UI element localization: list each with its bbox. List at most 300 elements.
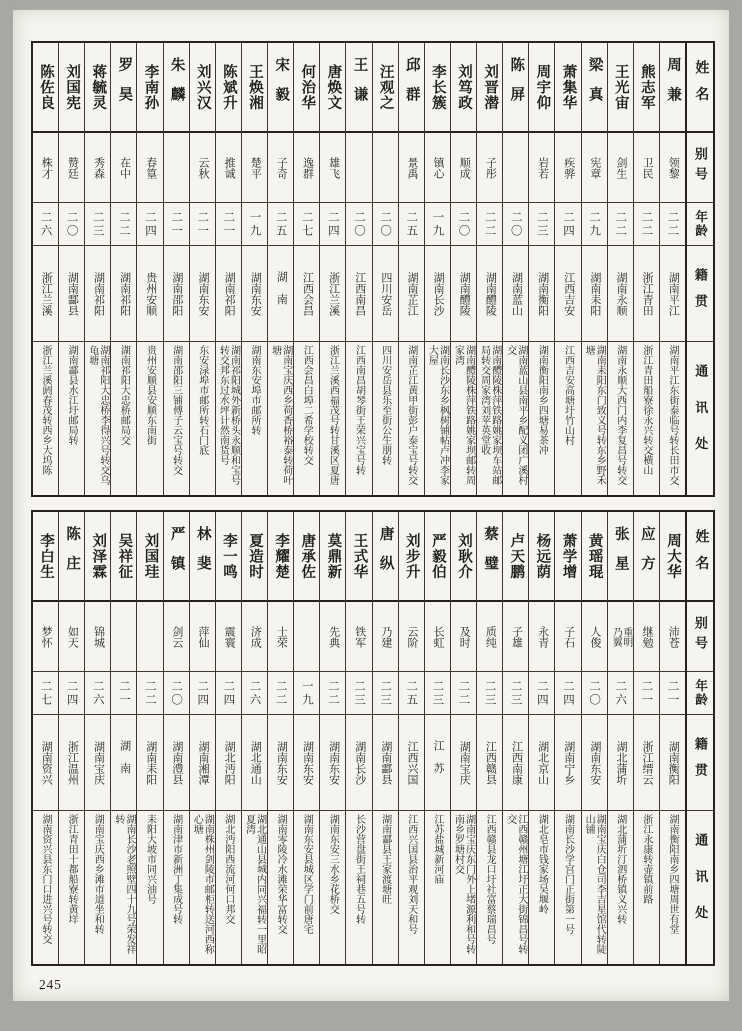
directory-entry-column	[84, 512, 110, 964]
table-header-column	[685, 43, 713, 495]
entry-name: 王光宙	[612, 63, 629, 111]
entry-address: 浙江兰溪阏春茂转西乡大坞陈	[40, 345, 52, 475]
entry-alias: 人俊	[588, 625, 601, 648]
entry-name: 萧集华	[560, 63, 577, 111]
entry-address: 浙江青田十都船寮转黄垟	[66, 814, 78, 924]
roster-table-lower	[31, 510, 715, 966]
entry-age: 二五	[405, 210, 418, 238]
entry-alias: 宪章	[588, 156, 601, 179]
entry-age: 二四	[326, 210, 339, 238]
entry-age: 二〇	[509, 210, 522, 238]
entry-native: 湖南资兴	[40, 740, 53, 785]
scan-edge	[13, 7, 729, 10]
entry-native: 湖南东安	[196, 271, 209, 316]
entry-age: 二三	[91, 210, 104, 238]
header-address: 通讯处	[693, 832, 709, 943]
entry-age: 二七	[39, 679, 52, 707]
entry-native: 江西会昌	[301, 271, 314, 316]
entry-age: 二一	[117, 679, 130, 707]
entry-alias: 乃建	[379, 625, 392, 648]
entry-address: 湖南宝庆西乡荷香桥裕泰转荷叶塘	[269, 345, 292, 485]
entry-native: 湖南祁阳	[223, 271, 236, 316]
entry-age: 二三	[483, 679, 496, 707]
directory-entry-column	[293, 512, 319, 964]
entry-native: 浙江青田	[641, 271, 654, 316]
entry-name: 陈佐良	[38, 63, 55, 111]
directory-entry-column	[163, 512, 189, 964]
directory-entry-column	[267, 512, 293, 964]
entry-address: 浙江永康转壶镇前路	[640, 814, 652, 904]
entry-address: 湖南邵阳三铺傅子云宝号转交	[170, 345, 182, 475]
entry-name: 唐焕文	[325, 63, 342, 111]
entry-age: 二〇	[170, 679, 183, 707]
entry-native: 湖南耒阳	[144, 740, 157, 785]
directory-entry-column	[424, 43, 450, 495]
directory-entry-column	[84, 43, 110, 495]
directory-entry-column	[633, 512, 659, 964]
entry-alias: 在中	[118, 156, 131, 179]
entry-age: 二一	[640, 679, 653, 707]
entry-native: 湖南衡阳	[667, 740, 680, 785]
entry-native: 湖南酃县	[66, 271, 79, 316]
entry-age: 二二	[640, 210, 653, 238]
entry-name: 卢天鹏	[508, 532, 525, 580]
entry-name: 唐纵	[377, 526, 394, 586]
entry-alias: 及时	[458, 625, 471, 648]
entry-native: 湖北蒲圻	[614, 740, 627, 785]
directory-entry-column	[528, 43, 554, 495]
entry-name: 杨远荫	[534, 532, 551, 580]
entry-native: 湖南蓝山	[510, 271, 523, 316]
header-age: 年龄	[693, 679, 708, 707]
entry-address: 湖南祁阳城外新桥头永顺和宝号转交邦东过水坪计然南货号	[217, 345, 240, 485]
entry-name: 李长簇	[429, 63, 446, 111]
directory-entry-column	[110, 43, 136, 495]
entry-alias: 子雄	[510, 625, 523, 648]
entry-address: 湖南芷江黄甲街彭户泰宝号转交	[405, 345, 417, 485]
entry-age: 二三	[352, 679, 365, 707]
entry-address: 湖南长沙东乡枫树铺帖卢冲李家大屋	[426, 345, 449, 485]
entry-address: 浙江青田船寮徐永兴转交横山	[640, 345, 652, 475]
entry-native: 江西赣县	[484, 740, 497, 785]
entry-native: 湖南芷江	[405, 271, 418, 316]
entry-name: 刘步升	[403, 532, 420, 580]
directory-entry-column	[581, 512, 607, 964]
directory-entry-column	[607, 512, 633, 964]
directory-entry-column	[345, 43, 371, 495]
entry-native: 湖南东安	[327, 740, 340, 785]
entry-age: 二四	[143, 210, 156, 238]
entry-age: 二六	[248, 679, 261, 707]
entry-age: 一九	[431, 210, 444, 238]
entry-native: 湖南东安	[588, 740, 601, 785]
entry-name: 陈斌升	[220, 63, 237, 111]
entry-alias: 逸群	[301, 156, 314, 179]
directory-entry-column	[476, 43, 502, 495]
directory-entry-column	[476, 512, 502, 964]
entry-alias: 株才	[40, 156, 53, 179]
entry-address: 湖南酃县王家渡塘旺	[379, 814, 391, 904]
entry-native: 湖南平江	[667, 271, 680, 316]
directory-entry-column	[659, 43, 685, 495]
entry-native: 江西吉安	[562, 271, 575, 316]
entry-native: 湖南澧县	[170, 740, 183, 785]
directory-entry-column	[241, 43, 267, 495]
entry-name: 周宇仰	[534, 63, 551, 111]
entry-name: 应方	[638, 526, 655, 586]
entry-address: 湖北沔阳西流河何口邦交	[222, 814, 234, 924]
scanned-page-background	[0, 7, 742, 1031]
entry-address: 贵州安顺县安顺东南街	[144, 345, 156, 445]
entry-name: 刘晋潜	[482, 63, 499, 111]
entry-age: 二一	[196, 210, 209, 238]
entry-name: 李一鸣	[220, 532, 237, 580]
entry-address: 湖南宝庆白仓司李吉星馆代转陡山铺	[583, 814, 606, 954]
scanned-page	[13, 7, 729, 1001]
entry-native: 湖南衡阳	[536, 271, 549, 316]
entry-name: 陈庄	[64, 526, 81, 586]
entry-age: 二〇	[588, 679, 601, 707]
entry-age: 二四	[196, 679, 209, 707]
entry-native: 湖南醴陵	[484, 271, 497, 316]
directory-entry-column	[398, 512, 424, 964]
entry-age: 二五	[405, 679, 418, 707]
entry-age: 二六	[91, 679, 104, 707]
entry-alias: 卫民	[641, 156, 654, 179]
entry-alias: 疾骅	[562, 156, 575, 179]
entry-age: 二二	[483, 210, 496, 238]
directory-entry-column	[163, 43, 189, 495]
entry-alias: 镇心	[432, 156, 445, 179]
entry-alias: 如天	[66, 625, 79, 648]
header-address: 通讯处	[693, 363, 709, 474]
entry-native: 浙江兰溪	[327, 271, 340, 316]
entry-alias: 长虹	[432, 625, 445, 648]
entry-address: 江西赣州塘江圩正大街锦昌号转交	[504, 814, 527, 954]
entry-address: 湖南东安埠市邮所转	[249, 345, 261, 435]
entry-age: 二一	[170, 210, 183, 238]
entry-name: 萧学增	[560, 532, 577, 580]
entry-alias: 顺成	[458, 156, 471, 179]
entry-age: 二七	[300, 210, 313, 238]
entry-age: 二九	[588, 210, 601, 238]
entry-age: 二六	[39, 210, 52, 238]
entry-address: 湖南醴陵株萍铁路姚家坝邮转周家湾	[452, 345, 475, 485]
entry-address: 湖南长沙学宫门正街第一号	[562, 814, 574, 934]
entry-name: 刘国宪	[64, 63, 81, 111]
entry-alias: 云秋	[196, 156, 209, 179]
entry-age: 二二	[274, 679, 287, 707]
entry-alias: 秀森	[92, 156, 105, 179]
entry-address: 湖南耒阳东门致义号转东乡野禾塘	[583, 345, 606, 485]
entry-age: 二〇	[352, 210, 365, 238]
entry-native: 湖南	[275, 270, 288, 317]
entry-native: 湖北沔阳	[223, 740, 236, 785]
directory-entry-column	[554, 43, 580, 495]
entry-age: 二三	[431, 679, 444, 707]
entry-address: 湖南株州剑陵市邮柜转送河西称心塘	[191, 814, 214, 954]
entry-address: 江苏盐城新河庙	[431, 814, 443, 884]
entry-alias: 继勉	[641, 625, 654, 648]
entry-native: 浙江缙云	[641, 740, 654, 785]
entry-address: 江西吉安高塘圩竹山村	[562, 345, 574, 445]
entry-age: 二四	[561, 210, 574, 238]
entry-native: 湖南邵阳	[170, 271, 183, 316]
entry-alias: 景禹	[405, 156, 418, 179]
entry-alias: 铁军	[353, 625, 366, 648]
header-native: 籍贯	[692, 267, 708, 320]
entry-age: 二二	[117, 210, 130, 238]
entry-native: 湖南东安	[301, 740, 314, 785]
entry-native: 湖南	[118, 739, 131, 786]
entry-address: 湖南衡阳南乡四塘易茶冲	[536, 345, 548, 455]
entry-address: 湖南宝庆西乡滩市道坐和转	[92, 814, 104, 934]
entry-age: 二一	[666, 679, 679, 707]
entry-alias: 春篁	[144, 156, 157, 179]
entry-name: 周兼	[665, 57, 682, 117]
entry-name: 刘兴汉	[194, 63, 211, 111]
entry-age: 二三	[509, 679, 522, 707]
entry-name: 朱麟	[168, 57, 185, 117]
entry-native: 湖南祁阳	[118, 271, 131, 316]
entry-alias: 子奇	[275, 156, 288, 179]
entry-age: 二四	[222, 679, 235, 707]
directory-entry-column	[502, 43, 528, 495]
entry-age: 二三	[535, 210, 548, 238]
header-alias: 别号	[692, 147, 708, 188]
directory-entry-column	[215, 43, 241, 495]
entry-name: 周大华	[665, 532, 682, 580]
entry-name: 刘泽霖	[90, 532, 107, 580]
directory-entry-column	[502, 512, 528, 964]
entry-address: 湖南津市新洲丁集成号转	[170, 814, 182, 924]
entry-native: 湖南东安	[275, 740, 288, 785]
entry-age: 二一	[222, 210, 235, 238]
entry-native: 湖南耒阳	[588, 271, 601, 316]
entry-age: 二六	[614, 679, 627, 707]
header-name: 姓名	[693, 529, 709, 583]
entry-columns	[33, 43, 685, 495]
entry-native: 湖南长沙	[353, 740, 366, 785]
entry-native: 四川安岳	[379, 271, 392, 316]
table-header-column	[685, 512, 713, 964]
entry-address: 浙江兰溪西福茂号转甘溪区夏唐	[327, 345, 339, 485]
directory-entry-column	[372, 512, 398, 964]
entry-age: 二〇	[65, 210, 78, 238]
directory-entry-column	[58, 512, 84, 964]
entry-alias: 剑云	[170, 625, 183, 648]
header-alias: 别号	[692, 616, 708, 657]
directory-entry-column	[554, 512, 580, 964]
entry-native: 湖南宝庆	[458, 740, 471, 785]
entry-address: 湖南平江东街泰临号转长田市交	[667, 345, 679, 485]
entry-age: 一九	[248, 210, 261, 238]
directory-entry-column	[607, 43, 633, 495]
entry-age: 二二	[614, 210, 627, 238]
entry-alias: 岩若	[536, 156, 549, 179]
directory-entry-column	[528, 512, 554, 964]
entry-alias: 子石	[562, 625, 575, 648]
entry-name: 莫鼎新	[325, 532, 342, 580]
entry-address: 湖南醴陵株萍铁路姚家坝车站邮局转交周家湾刘苹英堂收	[478, 345, 501, 485]
header-native: 籍贯	[692, 736, 708, 789]
entry-alias: 赞廷	[66, 156, 79, 179]
entry-alias: 雄飞	[327, 156, 340, 179]
entry-alias: 质纯	[484, 625, 497, 648]
entry-name: 汪观之	[377, 63, 394, 111]
entry-name: 罗昊	[116, 57, 133, 117]
entry-name: 刘笃政	[456, 63, 473, 111]
entry-native: 湖南酃县	[379, 740, 392, 785]
entry-alias: 济成	[249, 625, 262, 648]
entry-address: 湖南东安三水乡花桥交	[327, 814, 339, 914]
directory-entry-column	[319, 512, 345, 964]
entry-name: 熊志军	[638, 63, 655, 111]
header-name: 姓名	[693, 60, 709, 114]
entry-name: 唐承佐	[299, 532, 316, 580]
directory-entry-column	[319, 43, 345, 495]
entry-address: 湖南衡阳南乡四塘周世有堂	[667, 814, 679, 934]
entry-name: 梁真	[586, 57, 603, 117]
header-age: 年龄	[693, 210, 708, 238]
entry-address: 湖南零陵冷水滩荣华富转交	[275, 814, 287, 934]
entry-native: 湖南醴陵	[458, 271, 471, 316]
entry-native: 江西南昌	[353, 271, 366, 316]
entry-alias: 云阶	[405, 625, 418, 648]
entry-age: 二五	[274, 210, 287, 238]
entry-native: 湖南祁阳	[92, 271, 105, 316]
entry-address: 江西赣县龙口圩社富蔡瑞昌号	[484, 814, 496, 944]
entry-address: 湖北通山县城内同兴福转一里昭夏湾	[243, 814, 266, 954]
entry-name: 吴祥征	[116, 532, 133, 580]
entry-address: 湖南长沙老照壁四十九号荣发祥转	[112, 814, 135, 954]
entry-native: 贵州安顺	[144, 271, 157, 316]
entry-age: 二二	[457, 679, 470, 707]
entry-native: 湖南宁乡	[562, 740, 575, 785]
entry-alias: 子彤	[484, 156, 497, 179]
entry-native: 湖南湘潭	[196, 740, 209, 785]
entry-name: 宋毅	[273, 57, 290, 117]
entry-age: 二二	[143, 679, 156, 707]
entry-native: 江苏	[432, 739, 445, 786]
entry-alias: 锦城	[92, 625, 105, 648]
entry-address: 湖南酃县水江圩邮局转	[66, 345, 78, 445]
entry-name: 陈屏	[508, 57, 525, 117]
entry-native: 江西南康	[510, 740, 523, 785]
entry-native: 湖南长沙	[432, 271, 445, 316]
entry-name: 严毅伯	[429, 532, 446, 580]
entry-native: 湖北通山	[249, 740, 262, 785]
entry-name: 林斐	[194, 526, 211, 586]
entry-name: 刘国珪	[142, 532, 159, 580]
page-number: 245	[39, 977, 62, 992]
entry-address: 长沙营盘街王祠巷五号转	[353, 814, 365, 924]
entry-address: 湖南宝庆东门外上堵源利和号转南乡罗塘村交	[452, 814, 475, 954]
directory-entry-column	[58, 43, 84, 495]
entry-alias: 梦怀	[40, 625, 53, 648]
entry-name: 黄瑶琨	[586, 532, 603, 580]
entry-alias: 士荣	[275, 625, 288, 648]
entry-alias: 永青	[536, 625, 549, 648]
entry-address: 湖北皂市钱家场吴堰岭	[536, 814, 548, 914]
roster-table-upper	[31, 41, 715, 497]
entry-name: 何治华	[299, 63, 316, 111]
entry-columns	[33, 512, 685, 964]
directory-entry-column	[659, 512, 685, 964]
directory-entry-column	[345, 512, 371, 964]
entry-name: 张星	[612, 526, 629, 586]
entry-native: 湖南宝庆	[92, 740, 105, 785]
directory-entry-column	[633, 43, 659, 495]
entry-address: 湖南东安县城区学门前唐宅	[301, 814, 313, 934]
entry-age: 二〇	[457, 210, 470, 238]
entry-name: 李耀楚	[273, 532, 290, 580]
directory-entry-column	[136, 43, 162, 495]
entry-age: 二二	[666, 210, 679, 238]
entry-native: 浙江温州	[66, 740, 79, 785]
entry-address: 江西兴国县治平观刘天和号	[405, 814, 417, 934]
entry-age: 二四	[561, 679, 574, 707]
entry-alias: 推诚	[223, 156, 236, 179]
entry-address: 湖北蒲圻汀泗桥镇义兴转	[614, 814, 626, 924]
entry-address: 湖南祁阳大忠桥邮局交	[118, 345, 130, 445]
directory-entry-column	[189, 512, 215, 964]
directory-entry-column	[372, 43, 398, 495]
directory-entry-column	[293, 43, 319, 495]
entry-name: 李白生	[38, 532, 55, 580]
entry-address: 四川安岳县乐至街公生朋转	[379, 345, 391, 465]
entry-alias: 剑生	[614, 156, 627, 179]
entry-alias: 领黎	[667, 156, 680, 179]
entry-alias: 楚平	[249, 156, 262, 179]
entry-name: 王式华	[351, 532, 368, 580]
entry-address: 湖南资兴县东门口进兴号转交	[40, 814, 52, 944]
entry-age: 二二	[326, 679, 339, 707]
entry-address: 东安渌埠市邮所转石门底	[196, 345, 208, 455]
entry-name: 蔡璧	[482, 526, 499, 586]
directory-entry-column	[189, 43, 215, 495]
entry-address: 耒阳大坡市同兴油号	[144, 814, 156, 904]
directory-entry-column	[267, 43, 293, 495]
directory-entry-column	[581, 43, 607, 495]
entry-native: 浙江兰溪	[40, 271, 53, 316]
entry-age: 二〇	[379, 210, 392, 238]
entry-age: 一九	[300, 679, 313, 707]
directory-entry-column	[33, 512, 58, 964]
entry-name: 严镇	[168, 526, 185, 586]
directory-entry-column	[398, 43, 424, 495]
entry-age: 二四	[535, 679, 548, 707]
directory-entry-column	[450, 512, 476, 964]
entry-name: 邱群	[403, 57, 420, 117]
entry-age: 二三	[379, 679, 392, 707]
directory-entry-column	[241, 512, 267, 964]
entry-address: 湖南蓝山县南平乡配义团广溪村交	[504, 345, 527, 485]
entry-alias: 萍仙	[196, 625, 209, 648]
entry-name: 王焕湘	[247, 63, 264, 111]
entry-name: 王谦	[351, 57, 368, 117]
entry-alias: 先典	[327, 625, 340, 648]
entry-address: 江西南昌胡琴街王荣兴宝号转	[353, 345, 365, 475]
entry-alias: 震寰	[223, 625, 236, 648]
entry-address: 湖南祁阳大忠桥李得兴号转交乌龟塘	[86, 345, 109, 485]
directory-entry-column	[33, 43, 58, 495]
entry-native: 湖南永顺	[614, 271, 627, 316]
entry-alias: 沛苍	[667, 625, 680, 648]
entry-address: 江西会昌白埠二希学校转交	[301, 345, 313, 465]
entry-native: 湖北京山	[536, 740, 549, 785]
entry-address: 湖南永顺大西门内李复昌号转交	[614, 345, 626, 485]
